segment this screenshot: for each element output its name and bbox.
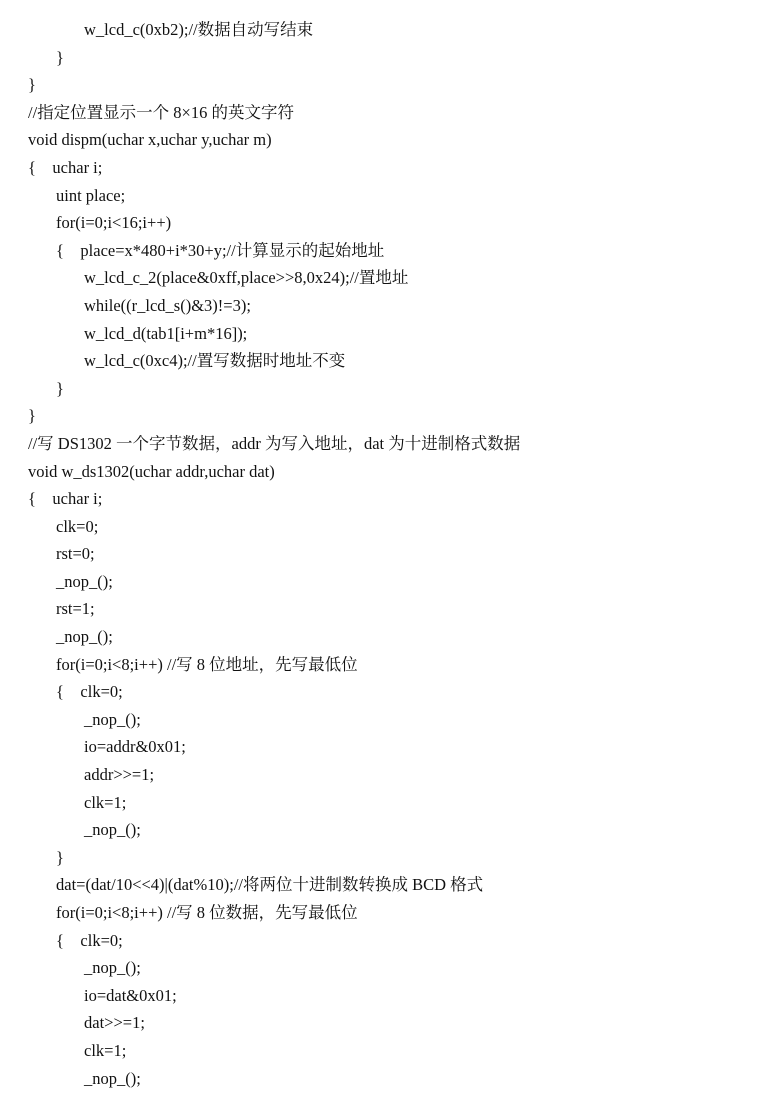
code-line: }	[56, 847, 64, 867]
code-line: io=dat&0x01;	[84, 985, 177, 1005]
code-line: _nop_();	[84, 709, 141, 729]
code-line: uint place;	[56, 185, 126, 205]
code-line: _nop_();	[56, 627, 113, 647]
code-line: _nop_();	[84, 1068, 141, 1088]
code-line: w_lcd_c(0xc4);//置写数据时地址不变	[84, 351, 346, 371]
code-line: dat=(dat/10<<4)|(dat%10);//将两位十进制数转换成 BCD 格式	[56, 875, 484, 895]
code-line: { clk=0;	[56, 682, 123, 702]
code-line: addr>>=1;	[84, 765, 155, 785]
code-line: //写 DS1302 一个字节数据，addr 为写入地址，dat 为十进制格式数据	[28, 433, 521, 453]
code-line: { uchar i;	[28, 157, 103, 177]
code-line: w_lcd_c_2(place&0xff,place>>8,0x24);//置地址	[84, 268, 409, 288]
code-listing	[28, 16, 748, 1092]
code-line: clk=0;	[56, 516, 99, 536]
code-line: { place=x*480+i*30+y;//计算显示的起始地址	[56, 240, 385, 260]
code-line: clk=1;	[84, 792, 127, 812]
code-line: //指定位置显示一个 8×16 的英文字符	[28, 102, 294, 122]
code-line: void w_ds1302(uchar addr,uchar dat)	[28, 461, 275, 481]
code-line: void dispm(uchar x,uchar y,uchar m)	[28, 130, 272, 150]
code-line: { uchar i;	[28, 489, 103, 509]
code-line: rst=1;	[56, 599, 95, 619]
code-line: _nop_();	[84, 958, 141, 978]
code-line: _nop_();	[84, 820, 141, 840]
code-line: rst=0;	[56, 544, 95, 564]
code-line: w_lcd_d(tab1[i+m*16]);	[84, 323, 248, 343]
code-line: }	[56, 47, 64, 67]
code-line: for(i=0;i<8;i++) //写 8 位数据，先写最低位	[56, 903, 358, 922]
code-line: }	[56, 378, 64, 398]
code-line: for(i=0;i<16;i++)	[56, 213, 172, 233]
code-line: dat>>=1;	[84, 1013, 145, 1033]
code-line: io=addr&0x01;	[84, 737, 186, 757]
code-line: clk=1;	[84, 1040, 127, 1060]
code-line: { clk=0;	[56, 930, 123, 950]
code-line: for(i=0;i<8;i++) //写 8 位地址，先写最低位	[56, 654, 358, 674]
code-line: }	[28, 406, 36, 426]
code-line: _nop_();	[56, 571, 113, 591]
code-line: }	[28, 75, 36, 95]
code-line: w_lcd_c(0xb2);//数据自动写结束	[84, 20, 314, 39]
code-line: while((r_lcd_s()&3)!=3);	[84, 295, 251, 315]
